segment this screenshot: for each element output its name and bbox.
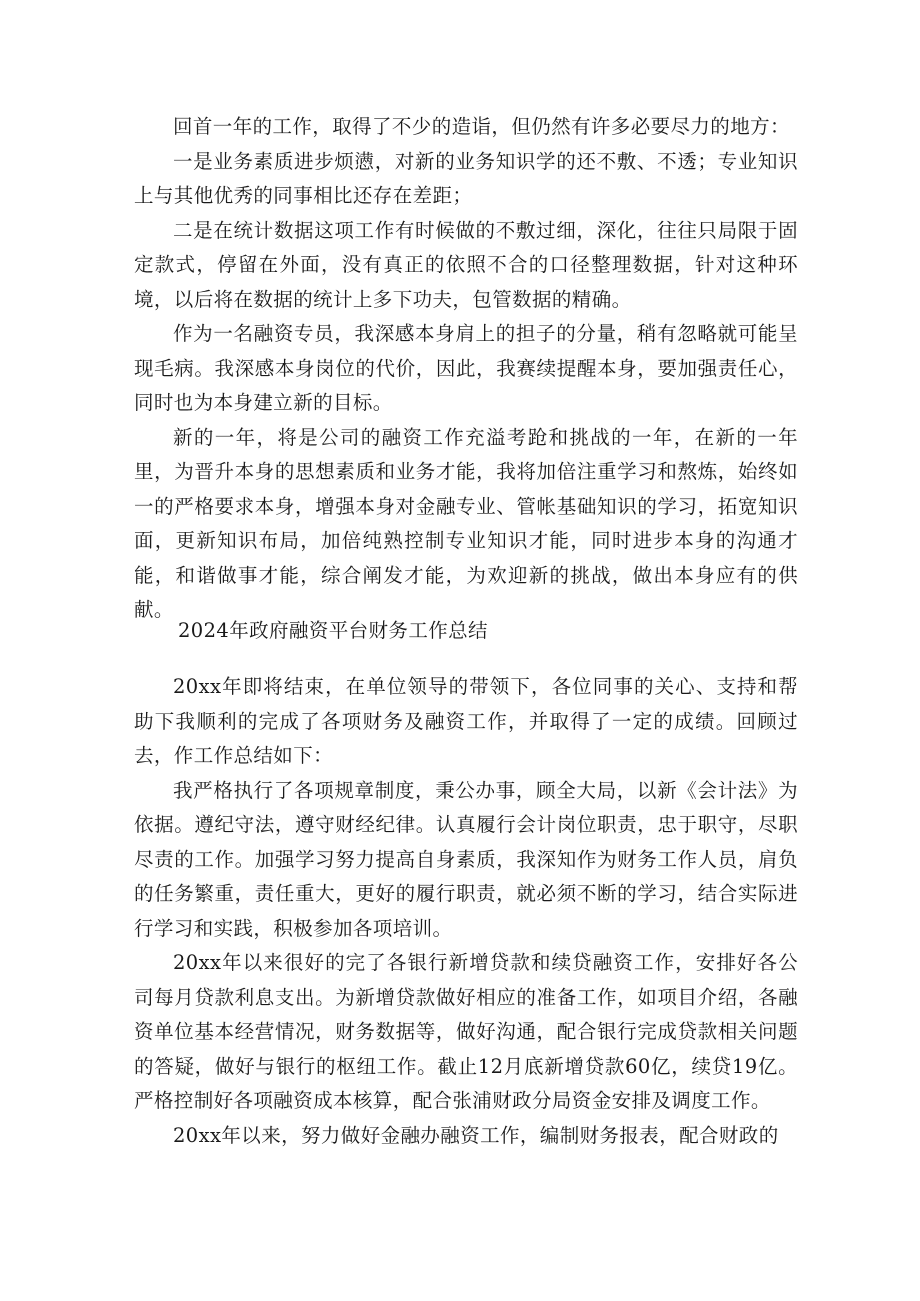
paragraph: 作为一名融资专员，我深感本身肩上的担子的分量，稍有忽略就可能呈现毛病。我深感本身岗位的代价，因此，我赛续提醒本身，要加强责任心，同时也为本身建立新的目标。 (134, 322, 798, 414)
section-title: 2024年政府融资平台财务工作总结 (178, 619, 488, 642)
finance-summary-section (134, 670, 798, 1153)
paragraph: 回首一年的工作，取得了不少的造诣，但仍然有许多必要尽力的地方： (173, 115, 790, 138)
paragraph: 二是在统计数据这项工作有时候做的不敷过细，深化，往往只局限于固定款式，停留在外面，没有真正的依照不合的口径整理数据，针对这种环境，以后将在数据的统计上多下功夫，包管数据的精确。 (134, 218, 798, 311)
paragraph: 我严格执行了各项规章制度，秉公办事，顾全大局，以新《会计法》为依据。遵纪守法，遵守财经纪律。认真履行会计岗位职责，忠于职守，尽职尽责的工作。加强学习努力提高自身素质，我深知作为财务工作人员，肩负的任务繁重，责任重大，更好的履行职责，就必须不断的学习，结合实际进行学习和实践，积极参加各项培训。 (134, 778, 798, 940)
paragraph: 20xx年以来很好的完了各银行新增贷款和续贷融资工作，安排好各公司每月贷款利息支出。为新增贷款做好相应的准备工作，如项目介绍，各融资单位基本经营情况，财务数据等，做好沟通，配合银行完成贷款相关问题的答疑，做好与银行的枢纽工作。截止12月底新增贷款60亿，续贷19亿。严格控制好各项融资成本核算，配合张浦财政分局资金安排及调度工作。 (134, 951, 798, 1112)
paragraph: 20xx年以来，努力做好金融办融资工作，编制财务报表，配合财政的 (173, 1123, 779, 1147)
work-review-section (134, 110, 798, 628)
paragraph: 一是业务素质进步烦懑，对新的业务知识学的还不敷、不透；专业知识上与其他优秀的同事相比还存在差距； (134, 149, 798, 207)
paragraph: 20xx年即将结束，在单位领导的带领下，各位同事的关心、支持和帮助下我顺利的完成了各项财务及融资工作，并取得了一定的成绩。回顾过去，作工作总结如下： (134, 675, 798, 767)
paragraph: 新的一年，将是公司的融资工作充溢考跄和挑战的一年，在新的一年里，为晋升本身的思想素质和业务才能，我将加倍注重学习和熬炼，始终如一的严格要求本身，增强本身对金融专业、管帐基础知识的学习，拓宽知识面，更新知识布局，加倍纯熟控制专业知识才能，同时进步本身的沟通才能，和谐做事才能，综合阐发才能，为欢迎新的挑战，做出本身应有的供献。 (134, 425, 798, 621)
